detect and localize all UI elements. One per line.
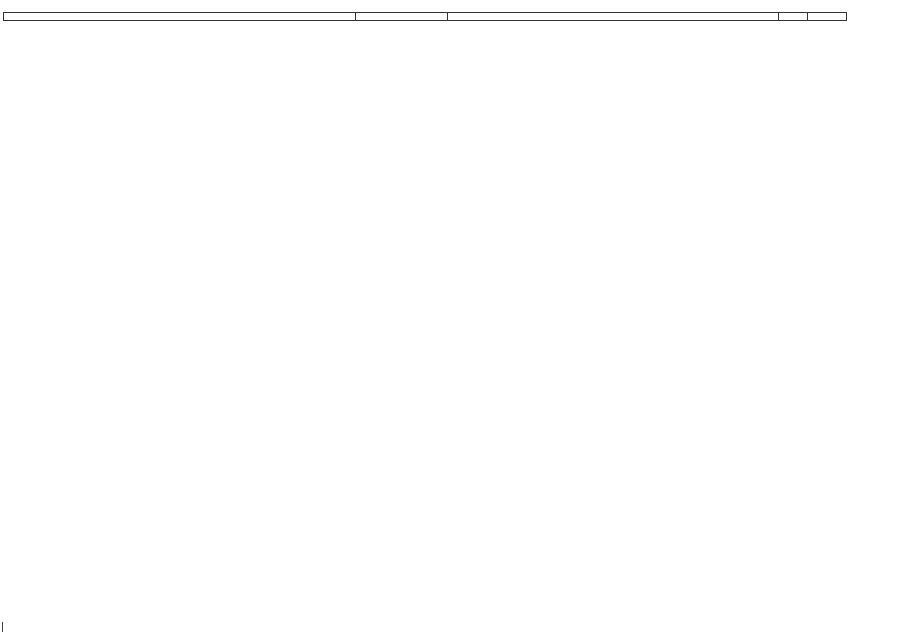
address-cell [4, 13, 356, 21]
year-cell [356, 13, 448, 21]
work-type-cell [448, 13, 779, 21]
works-table [3, 12, 847, 21]
table-row [4, 13, 847, 21]
document-sheet [3, 12, 821, 21]
plan-year-cell [779, 13, 808, 21]
cost-cell [808, 13, 847, 21]
works-table-body [4, 13, 847, 21]
scan-mark [2, 622, 5, 632]
